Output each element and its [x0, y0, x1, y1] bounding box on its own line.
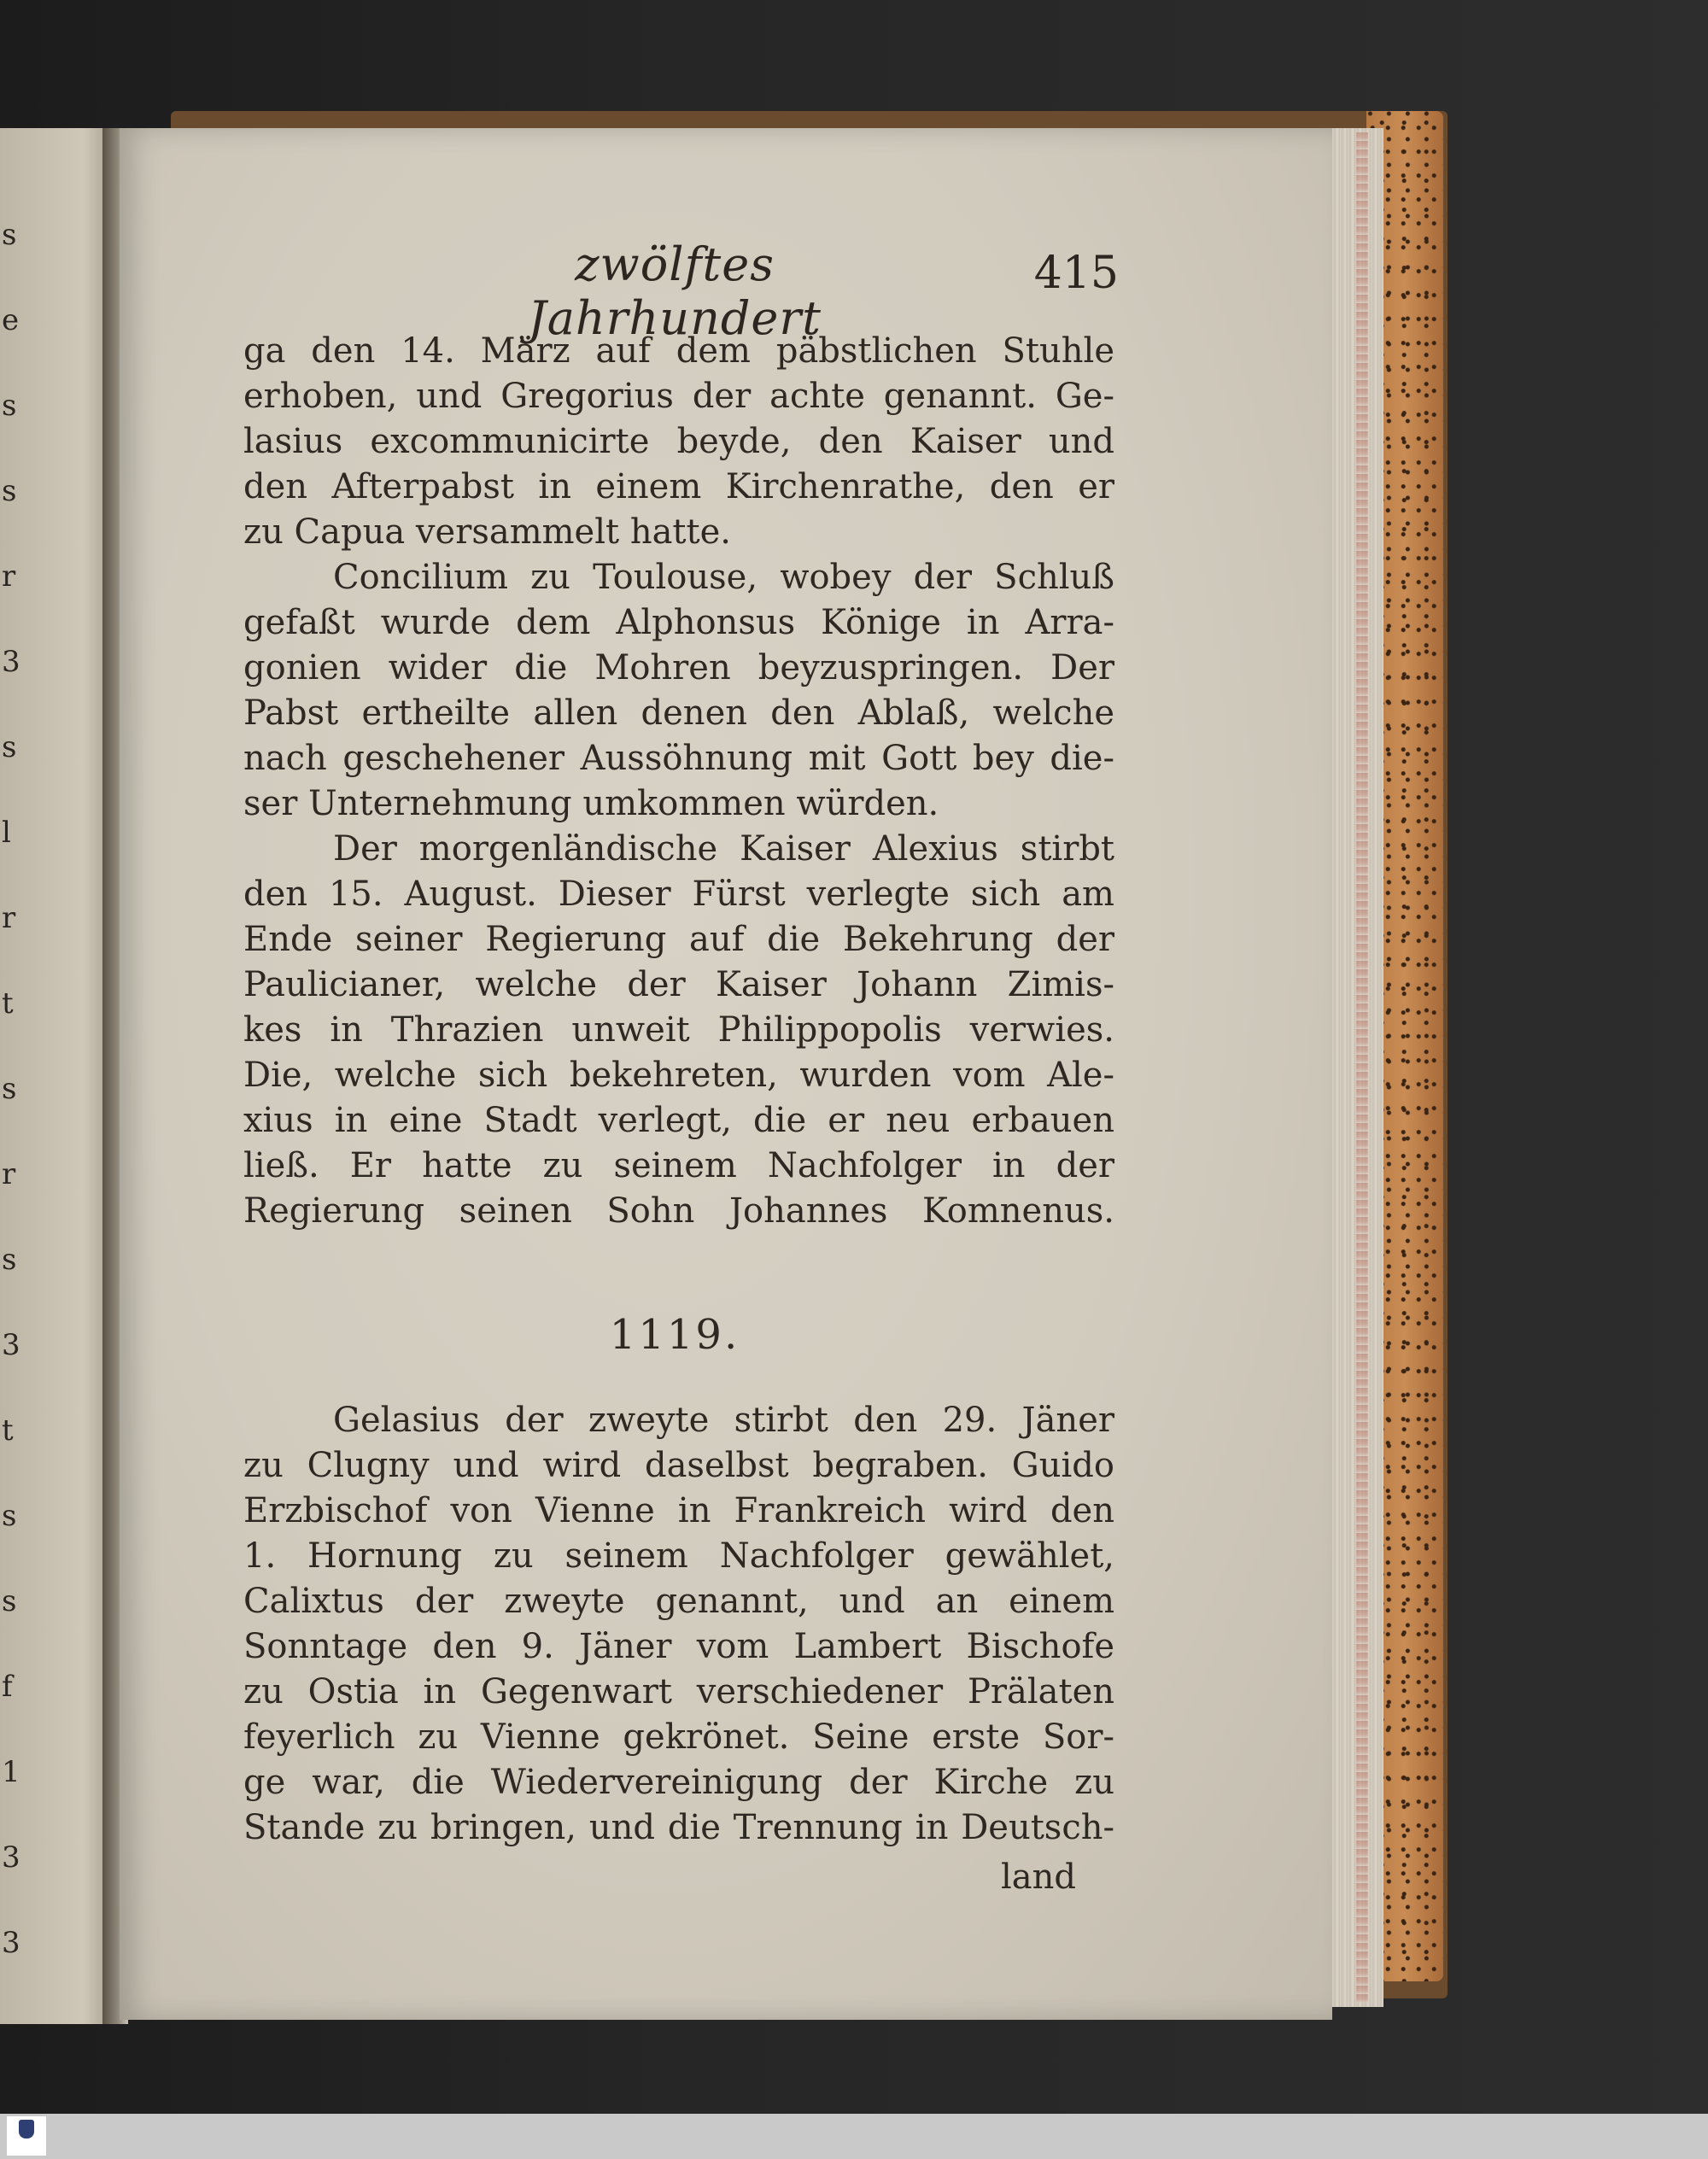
paragraph-1: [243, 329, 1114, 555]
left-page-fragment: 3: [2, 1840, 20, 1875]
left-page-fragment: t: [2, 1413, 14, 1448]
left-page-fragment: r: [2, 901, 16, 935]
left-page-fragment: 3: [2, 1926, 20, 1960]
left-page-fragment: r: [2, 559, 16, 594]
catchword: land: [1000, 1858, 1076, 1897]
text-line: Erzbischof von Vienne in Frankreich wird den: [243, 1491, 1114, 1530]
text-line: zu Capua versammelt hatte.: [243, 512, 731, 552]
text-line: gefaßt wurde dem Alphonsus Könige in Arra-: [243, 603, 1114, 642]
text-line: ließ. Er hatte zu seinem Nachfolger in der: [243, 1146, 1114, 1185]
text-line: 1. Hornung zu seinem Nachfolger gewählet,: [243, 1536, 1114, 1576]
text-line: erhoben, und Gregorius der achte genannt. Ge-: [243, 377, 1114, 416]
text-line: kes in Thrazien unweit Philippopolis verwies.: [243, 1010, 1114, 1050]
left-page-fragment: 3: [2, 645, 20, 679]
left-page-fragment: s: [2, 218, 17, 252]
text-line: Der morgenländische Kaiser Alexius stirbt: [333, 829, 1114, 869]
paragraph-3: [243, 827, 1114, 1234]
text-line: den 15. August. Dieser Fürst verlegte sich am: [243, 875, 1114, 914]
left-page-fragment: s: [2, 389, 17, 423]
text-line: nach geschehener Aussöhnung mit Gott bey die-: [243, 739, 1114, 778]
running-head: zwölftes Jahrhundert: [528, 237, 822, 345]
text-line: zu Clugny und wird daselbst begraben. Guido: [243, 1446, 1114, 1485]
left-page-fragment: l: [2, 816, 11, 850]
text-line: Ende seiner Regierung auf die Bekehrung der: [243, 920, 1114, 959]
left-page-fragment: f: [2, 1670, 13, 1704]
text-line: ge war, die Wiedervereinigung der Kirche zu: [243, 1763, 1114, 1802]
left-page-fragment: s: [2, 1499, 17, 1533]
text-line: feyerlich zu Vienne gekrönet. Seine erste Sor-: [243, 1717, 1114, 1757]
left-page-fragments: [0, 128, 26, 2024]
page-stack-red-edge: [1356, 132, 1368, 2003]
paragraph-2: [243, 555, 1114, 827]
left-page-fragment: s: [2, 1243, 17, 1277]
text-line: Stande zu bringen, und die Trennung in Deutsch-: [243, 1808, 1114, 1847]
left-page-fragment: 1: [2, 1755, 20, 1789]
text-block-lower: [243, 1398, 1114, 1851]
text-line: Calixtus der zweyte genannt, und an einem: [243, 1582, 1114, 1621]
page-number: 415: [1033, 248, 1119, 299]
text-line: den Afterpabst in einem Kirchenrathe, den er: [243, 467, 1114, 506]
text-line: ga den 14. März auf dem päbstlichen Stuhle: [243, 331, 1114, 371]
text-line: ser Unternehmung umkommen würden.: [243, 784, 939, 823]
text-line: zu Ostia in Gegenwart verschiedener Prälaten: [243, 1672, 1114, 1711]
left-page-fragment: s: [2, 1072, 17, 1106]
paragraph-4: [243, 1398, 1114, 1851]
year-heading: 1119.: [609, 1311, 740, 1359]
text-line: lasius excommunicirte beyde, den Kaiser und: [243, 422, 1114, 461]
library-logo: [7, 2116, 46, 2156]
text-line: xius in eine Stadt verlegt, die er neu erbauen: [243, 1101, 1114, 1140]
left-page-fragment: s: [2, 474, 17, 508]
left-page-fragment: r: [2, 1157, 16, 1191]
text-line: Regierung seinen Sohn Johannes Komnenus.: [243, 1191, 1114, 1231]
text-line: Die, welche sich bekehreten, wurden vom Ale-: [243, 1056, 1114, 1095]
left-page-fragment: t: [2, 986, 14, 1021]
left-page-fragment: s: [2, 730, 17, 764]
viewer-bottom-bar: [0, 2114, 1708, 2159]
text-line: Sonntage den 9. Jäner vom Lambert Bischofe: [243, 1627, 1114, 1666]
text-line: Concilium zu Toulouse, wobey der Schluß: [333, 558, 1114, 597]
text-line: Pabst ertheilte allen denen den Ablaß, welche: [243, 693, 1114, 733]
left-page-fragment: s: [2, 1584, 17, 1618]
text-block-upper: [243, 329, 1114, 1234]
text-line: Paulicianer, welche der Kaiser Johann Zimis-: [243, 965, 1114, 1004]
left-page-fragment: e: [2, 303, 20, 337]
text-line: gonien wider die Mohren beyzuspringen. Der: [243, 648, 1114, 687]
text-line: Gelasius der zweyte stirbt den 29. Jäner: [333, 1401, 1114, 1440]
left-page-fragment: 3: [2, 1328, 20, 1362]
library-logo-icon: [19, 2120, 34, 2139]
